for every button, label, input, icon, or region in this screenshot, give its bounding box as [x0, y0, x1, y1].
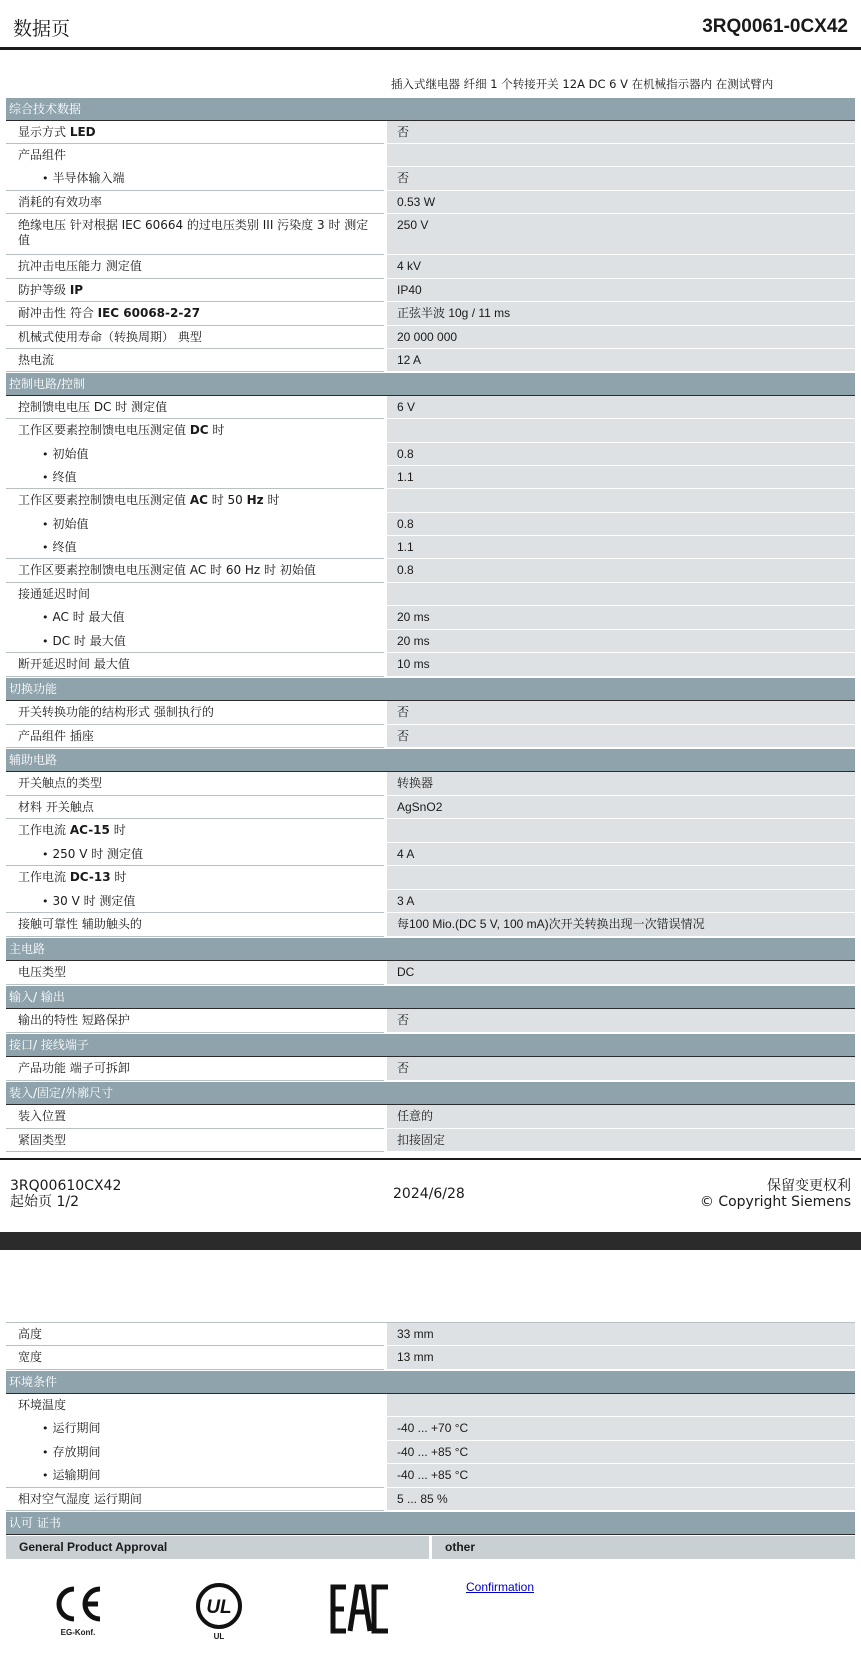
datasheet-table-page1 — [6, 97, 855, 1152]
table-row: 产品组件 — [6, 144, 855, 167]
table-row: 工作区要素控制馈电电压测定值 AC 时 60 Hz 时 初始值 0.8 — [6, 559, 855, 583]
datasheet-table-page2 — [6, 1322, 855, 1559]
table-row: 环境温度 — [6, 1394, 855, 1417]
svg-text:UL: UL — [206, 1597, 232, 1618]
table-row: 断开延迟时间 最大值 10 ms — [6, 653, 855, 677]
section-certificates: 认可 证书 — [6, 1512, 855, 1534]
footer-rights: 保留变更权利 — [767, 1178, 851, 1194]
table-row: • 终值 1.1 — [6, 536, 855, 559]
table-row: 接通延迟时间 — [6, 583, 855, 606]
table-row: • AC 时 最大值 20 ms — [6, 606, 855, 630]
table-row: 控制馈电电压 DC 时 测定值 6 V — [6, 396, 855, 419]
table-row: 绝缘电压 针对根据 IEC 60664 的过电压类别 III 污染度 3 时 测定值 250 V — [6, 214, 855, 255]
table-row: • 30 V 时 测定值 3 A — [6, 890, 855, 913]
table-row: • 存放期间 -40 ... +85 °C — [6, 1441, 855, 1464]
table-row: 输出的特性 短路保护 否 — [6, 1009, 855, 1033]
table-row: 工作电流 DC-13 时 — [6, 866, 855, 890]
table-row: 抗冲击电压能力 测定值 4 kV — [6, 255, 855, 279]
page-header — [0, 0, 861, 50]
section-switching: 切换功能 — [6, 678, 855, 700]
ul-caption: UL — [213, 1632, 225, 1641]
table-row: 高度 33 mm — [6, 1323, 855, 1346]
section-auxiliary: 辅助电路 — [6, 749, 855, 771]
table-row: • DC 时 最大值 20 ms — [6, 630, 855, 653]
table-row: 工作区要素控制馈电电压测定值 AC 时 50 Hz 时 — [6, 489, 855, 513]
table-row: 防护等级 IP IP40 — [6, 279, 855, 302]
approval-col-general: General Product Approval — [6, 1536, 429, 1559]
ce-mark-icon — [52, 1584, 104, 1624]
table-row: • 初始值 0.8 — [6, 443, 855, 466]
table-row: • 运行期间 -40 ... +70 °C — [6, 1417, 855, 1441]
table-row: 工作区要素控制馈电电压测定值 DC 时 — [6, 419, 855, 443]
section-general: 综合技术数据 — [6, 98, 855, 120]
table-row: 产品组件 插座 否 — [6, 725, 855, 748]
table-row: 产品功能 端子可拆卸 否 — [6, 1057, 855, 1081]
section-control: 控制电路/控制 — [6, 373, 855, 395]
confirmation-link[interactable]: Confirmation — [466, 1580, 535, 1594]
approval-col-other: other — [432, 1536, 855, 1559]
table-row: 宽度 13 mm — [6, 1346, 855, 1370]
table-row: • 初始值 0.8 — [6, 513, 855, 536]
table-row: 紧固类型 扣接固定 — [6, 1129, 855, 1152]
table-row: 相对空气湿度 运行期间 5 ... 85 % — [6, 1488, 855, 1511]
section-mounting: 装入/固定/外廓尺寸 — [6, 1082, 855, 1104]
ul-mark-icon — [195, 1582, 243, 1630]
section-main-circuit: 主电路 — [6, 938, 855, 960]
footer-copyright: © Copyright Siemens — [699, 1194, 851, 1210]
approval-header-row — [6, 1536, 855, 1559]
footer-date: 2024/6/28 — [393, 1186, 465, 1202]
table-row: 工作电流 AC-15 时 — [6, 819, 855, 843]
section-environment: 环境条件 — [6, 1371, 855, 1393]
table-row: 电压类型 DC — [6, 961, 855, 985]
footer-code: 3RQ00610CX42 — [10, 1178, 122, 1194]
table-row: 开关触点的类型 转换器 — [6, 772, 855, 796]
table-row: 机械式使用寿命（转换周期） 典型 20 000 000 — [6, 326, 855, 349]
footer-page: 起始页 1/2 — [10, 1194, 79, 1210]
section-interface: 接口/ 接线端子 — [6, 1034, 855, 1056]
table-row: 耐冲击性 符合 IEC 60068-2-27 正弦半波 10g / 11 ms — [6, 302, 855, 326]
ce-caption: EG-Konf. — [60, 1628, 96, 1637]
page-footer — [0, 1158, 861, 1228]
page-title: 数据页 — [13, 18, 71, 40]
product-code: 3RQ0061-0CX42 — [702, 16, 848, 37]
table-row: 显示方式 LED 否 — [6, 121, 855, 144]
page-separator — [0, 1232, 861, 1250]
eac-mark-icon — [330, 1584, 390, 1634]
table-row: • 终值 1.1 — [6, 466, 855, 489]
table-row: 材料 开关触点 AgSnO2 — [6, 796, 855, 819]
table-row: 热电流 12 A — [6, 349, 855, 372]
table-row: • 半导体输入端 否 — [6, 167, 855, 191]
table-row: 接触可靠性 辅助触头的 每100 Mio.(DC 5 V, 100 mA)次开关转换出现一次错误情况 — [6, 913, 855, 937]
table-row: 开关转换功能的结构形式 强制执行的 否 — [6, 701, 855, 725]
certification-logos — [0, 1574, 861, 1654]
table-row: 消耗的有效功率 0.53 W — [6, 191, 855, 214]
table-row: • 运输期间 -40 ... +85 °C — [6, 1464, 855, 1488]
product-description: 插入式继电器 纤细 1 个转接开关 12A DC 6 V 在机械指示器内 在测试臂内 — [391, 77, 774, 91]
table-row: • 250 V 时 测定值 4 A — [6, 843, 855, 866]
section-io: 输入/ 输出 — [6, 986, 855, 1008]
table-row: 装入位置 任意的 — [6, 1105, 855, 1129]
